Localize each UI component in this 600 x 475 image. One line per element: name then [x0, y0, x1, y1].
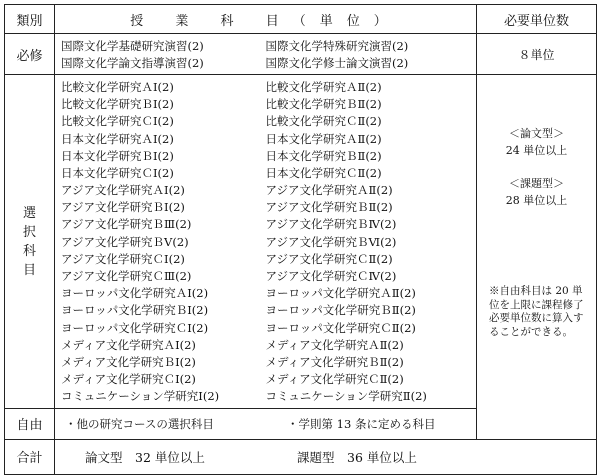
elective-row [5, 75, 597, 409]
course-name: 国際文化学基礎研究演習(2) [61, 38, 204, 53]
elective-course-row [61, 353, 470, 370]
thesis-type-units: 24 単位以上 [505, 144, 568, 158]
course-name: 比較文化学研究ＢⅠ(2) [61, 97, 174, 112]
course-name: ヨーロッパ文化学研究ＣⅠ(2) [61, 320, 209, 335]
free-item: ・他の研究コースの選択科目 [65, 416, 214, 431]
course-name: コミュニケーション学研究Ⅰ(2) [61, 389, 220, 404]
project-type-requirement [477, 175, 596, 209]
elective-course-row [61, 267, 470, 284]
elective-label-char: 科 [22, 243, 36, 259]
elective-course-row [61, 285, 470, 302]
total-values [55, 439, 597, 474]
course-name: 比較文化学研究ＡⅠ(2) [61, 79, 174, 94]
header-row [5, 5, 597, 34]
elective-course-row [61, 233, 470, 250]
elective-course-row [61, 182, 470, 199]
elective-course-row [61, 147, 470, 164]
elective-course-row [61, 130, 470, 147]
free-item: ・学則第 13 条に定める科目 [287, 416, 436, 431]
elective-label-char: 選 [22, 205, 36, 221]
course-name: 国際文化学修士論文演習(2) [265, 55, 409, 70]
elective-courses [55, 75, 477, 409]
total-thesis: 論文型 32 単位以上 [85, 449, 205, 465]
course-name: 日本文化学研究ＡⅠ(2) [61, 131, 174, 146]
course-name: メディア文化学研究ＢⅡ(2) [265, 354, 404, 369]
elective-label [5, 75, 55, 409]
elective-course-row [61, 250, 470, 267]
header-units: 必要単位数 [477, 5, 597, 34]
course-name: 日本文化学研究ＢⅡ(2) [265, 148, 382, 163]
course-name: アジア文化学研究ＢⅠ(2) [61, 200, 185, 215]
elective-label-char: 択 [22, 224, 36, 240]
elective-course-row [61, 336, 470, 353]
course-name: アジア文化学研究ＣⅣ(2) [265, 269, 397, 284]
required-label: 必修 [5, 34, 55, 75]
elective-course-row [61, 371, 470, 388]
required-units: ８単位 [477, 34, 597, 75]
required-row [5, 34, 597, 75]
elective-course-row [61, 302, 470, 319]
course-name: アジア文化学研究ＣⅠ(2) [61, 251, 185, 266]
course-name: 日本文化学研究ＢⅠ(2) [61, 148, 174, 163]
free-label: 自由 [5, 408, 55, 439]
course-name: アジア文化学研究ＡⅡ(2) [265, 183, 393, 198]
thesis-type-label: ＜論文型＞ [509, 127, 564, 141]
course-name: ヨーロッパ文化学研究ＢⅡ(2) [265, 303, 416, 318]
thesis-type-requirement [477, 125, 596, 159]
elective-course-row [61, 388, 470, 405]
project-type-label: ＜課題型＞ [509, 177, 564, 191]
course-name: 日本文化学研究ＡⅡ(2) [265, 131, 382, 146]
elective-course-row [61, 113, 470, 130]
total-project: 課題型 36 単位以上 [297, 449, 417, 465]
course-name: メディア文化学研究ＣⅡ(2) [265, 372, 404, 387]
course-name: 比較文化学研究ＢⅡ(2) [265, 97, 382, 112]
elective-course-row [61, 199, 470, 216]
elective-label-char: 目 [22, 262, 36, 278]
project-type-units: 28 単位以上 [505, 194, 568, 208]
course-name: 比較文化学研究ＣⅠ(2) [61, 114, 174, 129]
course-name: 比較文化学研究ＡⅡ(2) [265, 79, 382, 94]
course-name: ヨーロッパ文化学研究ＣⅡ(2) [265, 320, 416, 335]
course-name: 国際文化学特殊研究演習(2) [265, 38, 409, 53]
course-name: メディア文化学研究ＢⅠ(2) [61, 354, 196, 369]
course-name: アジア文化学研究ＢⅥ(2) [265, 234, 397, 249]
course-name: アジア文化学研究ＣⅢ(2) [61, 269, 192, 284]
course-name: アジア文化学研究ＢⅤ(2) [61, 234, 189, 249]
header-subjects: 授 業 科 目（単位） [55, 5, 477, 34]
required-course-row [61, 37, 470, 54]
elective-course-row [61, 216, 470, 233]
curriculum-requirements-table [4, 4, 597, 475]
course-name: ヨーロッパ文化学研究ＢⅠ(2) [61, 303, 209, 318]
header-category: 類別 [5, 5, 55, 34]
free-subject-note: ※自由科目は 20 単位を上限に課程修了必要単位数に算入することができる。 [489, 285, 584, 338]
course-name: ヨーロッパ文化学研究ＡⅠ(2) [61, 286, 209, 301]
course-name: ヨーロッパ文化学研究ＡⅡ(2) [265, 286, 416, 301]
required-courses [55, 34, 477, 75]
course-name: アジア文化学研究ＢⅡ(2) [265, 200, 393, 215]
course-name: 日本文化学研究ＣⅠ(2) [61, 165, 174, 180]
total-row [5, 439, 597, 474]
elective-course-row [61, 164, 470, 181]
course-name: メディア文化学研究ＡⅡ(2) [265, 337, 404, 352]
total-label: 合計 [5, 439, 55, 474]
elective-course-row [61, 319, 470, 336]
course-name: 国際文化学論文指導演習(2) [61, 55, 204, 70]
course-name: メディア文化学研究ＣⅠ(2) [61, 372, 196, 387]
course-name: 日本文化学研究ＣⅡ(2) [265, 165, 382, 180]
course-name: 比較文化学研究ＣⅡ(2) [265, 114, 382, 129]
elective-course-row [61, 96, 470, 113]
elective-units [477, 75, 597, 440]
course-name: アジア文化学研究ＢⅢ(2) [61, 217, 192, 232]
course-name: コミュニケーション学研究Ⅱ(2) [265, 389, 427, 404]
course-name: アジア文化学研究ＡⅠ(2) [61, 183, 185, 198]
course-name: アジア文化学研究ＢⅣ(2) [265, 217, 397, 232]
required-course-row [61, 54, 470, 71]
course-name: メディア文化学研究ＡⅠ(2) [61, 337, 196, 352]
elective-course-row [61, 78, 470, 95]
course-name: アジア文化学研究ＣⅡ(2) [265, 251, 393, 266]
free-courses [55, 408, 477, 439]
